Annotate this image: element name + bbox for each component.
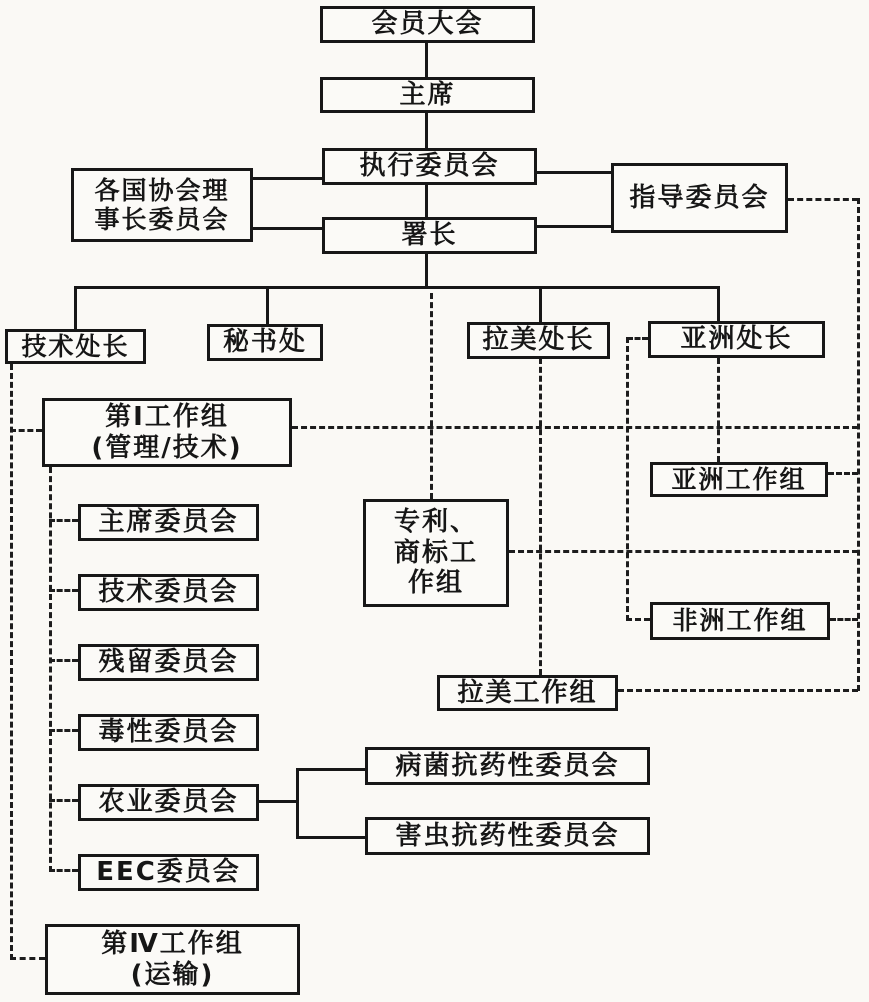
node-director [322,217,537,254]
edge-bracket-pest [296,836,365,839]
node-asia-wg [650,462,828,497]
edge-director-bus [74,286,720,289]
edge-stub-agriculture-committee [49,799,78,802]
node-africa-wg [650,602,830,640]
node-label: 技术委员会 [98,577,239,608]
edge-latam-director-latam-wg [539,358,542,675]
node-label: 作组 [407,568,464,599]
edge-agriculture-bracket-stem [259,800,297,803]
node-label: 技术处长 [21,331,130,361]
node-eec-committee [78,854,259,891]
node-label: 指导委员会 [629,182,770,213]
node-label: 残留委员会 [98,647,239,678]
edge-africa-wg-rightbus [830,618,858,621]
node-label: 署长 [401,220,458,251]
node-latin-america-director [467,322,610,359]
node-label: 会员大会 [371,9,484,40]
edge-agriculture-bracket [296,768,299,839]
node-toxicity-committee [78,714,259,751]
node-council-chairs [71,168,253,242]
edge-assembly-chairman [425,43,428,77]
node-pest-resistance-committee [365,817,650,855]
edge-council-executive [253,177,322,180]
edge-stub-technical-committee [49,589,78,592]
edge-stub-toxicity-committee [49,729,78,732]
node-agriculture-committee [78,784,259,821]
edge-steering-rightbus-stub [788,198,858,201]
node-label: 拉美工作组 [457,677,598,708]
edge-stub-chairman-committee [49,519,78,522]
node-working-group-4 [45,924,300,995]
node-fungicide-resistance-committee [365,747,650,785]
node-label: 执行委员会 [359,151,500,182]
node-working-group-1 [42,398,292,467]
edge-stub-africa-wg-left [626,618,650,621]
node-technical-director [5,329,146,364]
node-label: 非洲工作组 [672,606,808,636]
edge-director-steering [537,225,611,228]
edge-bus-technical-director [74,286,77,329]
node-label: 亚洲处长 [680,324,793,355]
node-label: 事长委员会 [94,205,230,234]
node-label: 主席委员会 [98,507,239,538]
edge-bus-secretariat [266,286,269,324]
node-label: (运输) [130,959,215,990]
node-label: 商标工 [393,537,478,568]
edge-council-director [253,227,322,230]
node-label: 各国协会理 [94,175,230,205]
edge-asia-africa-drop [626,337,629,621]
edge-bus-patent-trademark [430,293,433,499]
node-label: 农业委员会 [98,787,239,818]
node-asia-director [648,321,825,358]
node-chairman [320,77,535,113]
node-patent-trademark-wg [363,499,509,607]
node-secretariat [207,324,323,361]
node-executive-committee [322,148,537,185]
node-label: EEC委员会 [96,857,241,888]
edge-patent-rightbus [509,550,858,553]
node-label: 第Ⅰ工作组 [105,401,229,432]
edge-chairman-executive [425,113,428,148]
edge-bus-asia-director [717,286,720,321]
node-latin-america-wg [437,675,618,711]
node-label: 亚洲工作组 [671,464,807,494]
node-technical-committee [78,574,259,611]
edge-wg1-coordination [292,426,858,429]
edge-bus-latam-director [539,286,542,322]
edge-executive-steering [537,171,611,174]
node-label: 专利、 [393,506,478,537]
edge-technical-director-tall [10,364,13,960]
node-member-assembly [320,6,535,43]
node-label: 主席 [399,79,456,110]
node-label: (管理/技术) [91,432,243,463]
node-chairman-committee [78,504,259,541]
edge-stub-eec-committee [49,869,78,872]
node-label: 害虫抗药性委员会 [395,820,620,851]
edge-asia-director-asia-wg [717,358,720,462]
node-label: 第Ⅳ工作组 [101,928,244,959]
node-label: 拉美处长 [482,325,595,356]
edge-stub-residue-committee [49,659,78,662]
edge-asia-director-left-stub [627,337,648,340]
edge-executive-director [425,185,428,217]
edge-asia-wg-rightbus [828,472,858,475]
node-label: 毒性委员会 [98,717,239,748]
node-label: 秘书处 [222,327,307,358]
edge-stub-working-group-1 [10,429,42,432]
edge-latam-wg-rightbus [618,689,858,692]
edge-director-bus-drop [425,254,428,287]
edge-stub-working-group-4 [10,957,45,960]
node-residue-committee [78,644,259,681]
edge-bracket-fungicide [296,768,365,771]
node-steering-committee [611,163,788,233]
node-label: 病菌抗药性委员会 [395,750,620,781]
edge-wg1-committees-bus [49,467,52,872]
